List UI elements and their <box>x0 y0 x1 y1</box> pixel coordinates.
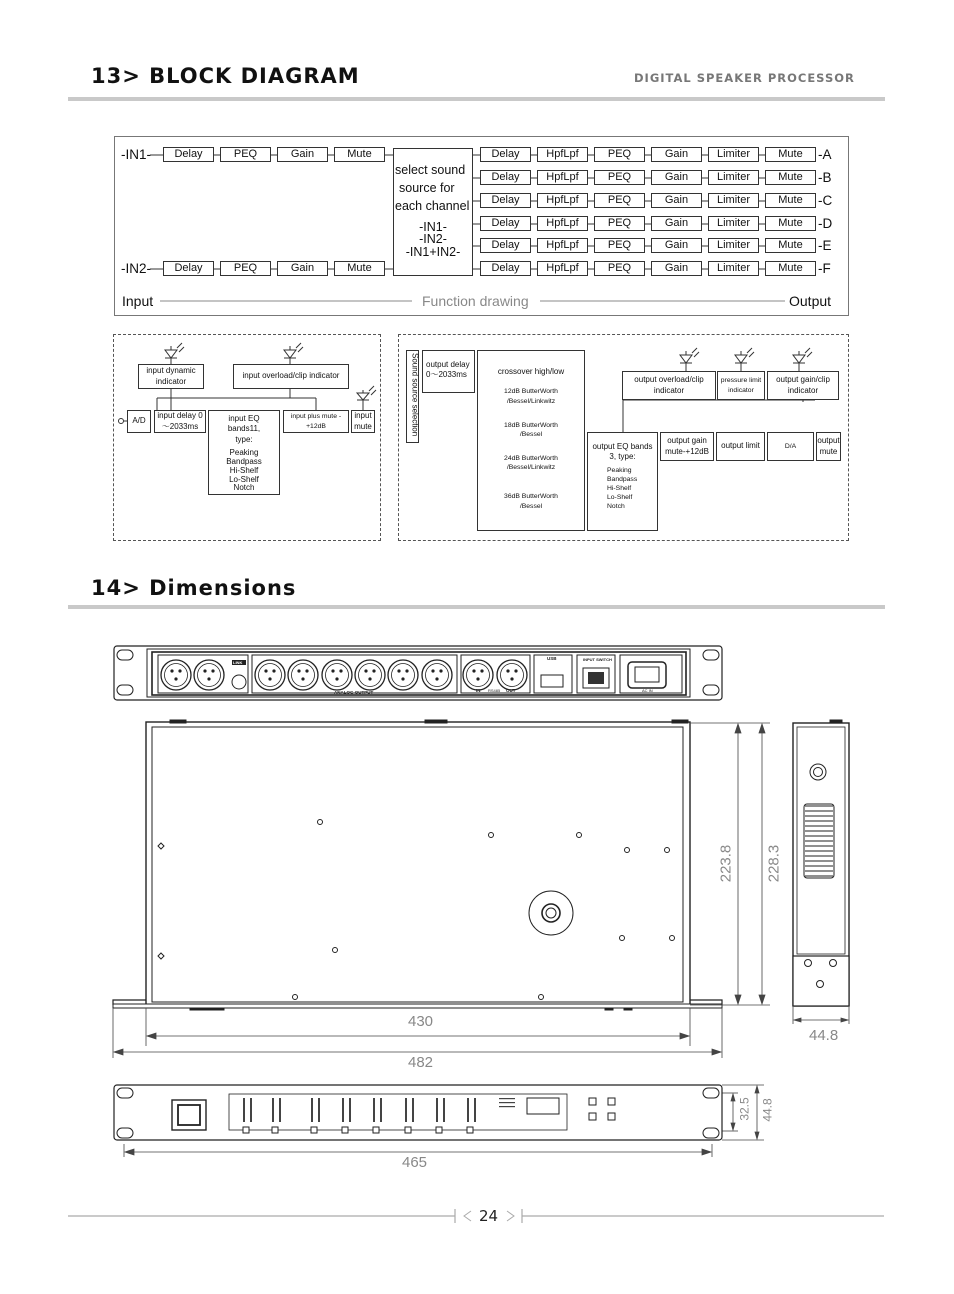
dimension-430: 430 <box>408 1013 434 1030</box>
input-caption: Input <box>122 293 154 309</box>
out-e-gain: Gain <box>651 238 702 253</box>
crossover-option: 18dB ButterWorth /Bessel <box>504 421 558 438</box>
input-delay-block: input delay 0～2033ms <box>154 410 206 433</box>
in2-mute-block: Mute <box>334 261 385 276</box>
out-c-peq: PEQ <box>594 193 645 208</box>
in2-gain-block: Gain <box>277 261 328 276</box>
output-eq-type: Bandpass <box>607 475 638 483</box>
input-eq-type: Notch <box>233 483 255 493</box>
out-b-delay: Delay <box>480 170 531 185</box>
dimension-228-3: 228.3 <box>765 844 783 883</box>
sound-source-label: Sound source selection <box>410 353 420 437</box>
output-eq-block <box>587 432 658 531</box>
output-eq-heading: output EQ bands 3, type: <box>592 442 653 462</box>
out-f-gain: Gain <box>651 261 702 276</box>
out-c-delay: Delay <box>480 193 531 208</box>
document-subtitle: DIGITAL SPEAKER PROCESSOR <box>634 71 855 85</box>
input-eq-heading: input EQ bands11, type: <box>227 414 261 444</box>
output-delay-block: output delay 0～2033ms <box>422 350 475 393</box>
rear-label-analog-output: ANALOG OUTPUT <box>334 690 374 695</box>
in1-gain-block: Gain <box>277 147 328 162</box>
section-title-dimensions: 14> Dimensions <box>91 576 297 600</box>
rear-label-usb: USB <box>547 656 557 661</box>
out-d-gain: Gain <box>651 216 702 231</box>
out-b-mute: Mute <box>765 170 816 185</box>
dimension-482: 482 <box>408 1054 434 1071</box>
out-b-peq: PEQ <box>594 170 645 185</box>
out-b-limiter: Limiter <box>708 170 759 185</box>
sound-source-selection <box>406 350 419 443</box>
dimension-465: 465 <box>402 1154 428 1171</box>
out-e-mute: Mute <box>765 238 816 253</box>
out-f-mute: Mute <box>765 261 816 276</box>
output-c-label: -C <box>818 193 833 208</box>
rear-label-rs485: RS485 <box>488 688 501 693</box>
input-eq-type: Peaking <box>229 448 259 458</box>
output-clip-indicator: output overload/clip indicator <box>622 371 716 400</box>
dimensions-rule <box>68 605 885 609</box>
out-e-limiter: Limiter <box>708 238 759 253</box>
rear-label-out: OUT <box>506 688 516 693</box>
route-line-2: -IN2- <box>419 232 447 246</box>
rear-label-link: LINK <box>233 660 243 665</box>
output-d-label: -D <box>818 216 833 231</box>
rear-label-power: AC IN <box>642 688 653 693</box>
dimension-drawing <box>0 630 954 1190</box>
input-mute-block: input mute <box>351 410 375 433</box>
in2-peq-block: PEQ <box>220 261 271 276</box>
input-2-label: -IN2- <box>121 261 151 276</box>
dimension-44-8-side: 44.8 <box>809 1027 839 1044</box>
out-a-limiter: Limiter <box>708 147 759 162</box>
crossover-title: crossover high/low <box>497 367 565 376</box>
dimension-44-8-front: 44.8 <box>760 1098 775 1122</box>
out-a-peq: PEQ <box>594 147 645 162</box>
output-gain-block: output gain mute-+12dB <box>660 432 714 461</box>
select-line-2: source for <box>399 181 455 195</box>
out-c-mute: Mute <box>765 193 816 208</box>
output-b-label: -B <box>818 170 832 185</box>
crossover-option: 12dB ButterWorth /Bessel/Linkwitz <box>504 388 558 405</box>
route-line-3: -IN1+IN2- <box>405 245 461 259</box>
input-clip-indicator: input overload/clip indicator <box>233 364 349 389</box>
dimension-32-5: 32.5 <box>737 1097 752 1121</box>
out-a-gain: Gain <box>651 147 702 162</box>
crossover-option: 36dB ButterWorth /Bessel <box>504 493 558 510</box>
function-drawing-caption: Function drawing <box>422 293 529 309</box>
in2-delay-block: Delay <box>163 261 214 276</box>
out-d-peq: PEQ <box>594 216 645 231</box>
out-e-hpflpf: HpfLpf <box>537 238 588 253</box>
pressure-limit-indicator: pressure limit indicator <box>717 371 765 400</box>
output-f-label: -F <box>818 261 831 276</box>
out-f-peq: PEQ <box>594 261 645 276</box>
output-caption: Output <box>789 293 832 309</box>
front-panel-view <box>114 1085 722 1140</box>
input-eq-block <box>208 410 280 495</box>
output-mute-block: output mute <box>816 432 841 461</box>
out-a-hpflpf: HpfLpf <box>537 147 588 162</box>
out-d-delay: Delay <box>480 216 531 231</box>
input-plus-mute-block: input plus mute -+12dB <box>283 410 349 433</box>
page-number: 24 <box>479 1207 499 1225</box>
rear-label-input-switch: INPUT SWITCH <box>583 657 612 662</box>
input-1-label: -IN1- <box>121 147 151 162</box>
input-eq-type: Hi-Shelf <box>229 465 259 475</box>
out-b-hpflpf: HpfLpf <box>537 170 588 185</box>
out-d-mute: Mute <box>765 216 816 231</box>
route-line-1: -IN1- <box>419 220 447 234</box>
section-title-block-diagram: 13> BLOCK DIAGRAM <box>91 64 360 88</box>
input-eq-type: Bandpass <box>226 456 262 466</box>
out-f-hpflpf: HpfLpf <box>537 261 588 276</box>
select-line-3: each channel <box>395 199 470 213</box>
crossover-option: 24dB ButterWorth /Bessel/Linkwitz <box>504 455 558 472</box>
input-dynamic-indicator: input dynamic indicator <box>138 364 204 389</box>
output-gain-clip-indicator: output gain/clip indicator <box>767 371 839 400</box>
input-eq-type: Lo-Shelf <box>229 474 259 484</box>
ad-converter: A/D <box>127 410 151 433</box>
out-a-delay: Delay <box>480 147 531 162</box>
out-f-limiter: Limiter <box>708 261 759 276</box>
in1-mute-block: Mute <box>334 147 385 162</box>
out-e-delay: Delay <box>480 238 531 253</box>
output-eq-type: Notch <box>607 503 625 511</box>
dimension-223-8: 223.8 <box>717 844 735 883</box>
output-eq-type: Hi-Shelf <box>607 485 632 493</box>
out-f-delay: Delay <box>480 261 531 276</box>
side-view <box>793 720 849 1006</box>
out-d-limiter: Limiter <box>708 216 759 231</box>
out-d-hpflpf: HpfLpf <box>537 216 588 231</box>
rear-label-in: IN <box>476 688 481 693</box>
output-eq-type: Lo-Shelf <box>607 494 633 502</box>
top-view <box>113 720 722 1010</box>
out-c-hpflpf: HpfLpf <box>537 193 588 208</box>
output-eq-type: Peaking <box>607 466 632 474</box>
rear-panel-view <box>114 646 722 700</box>
out-a-mute: Mute <box>765 147 816 162</box>
footer-rule <box>0 1206 954 1226</box>
out-c-gain: Gain <box>651 193 702 208</box>
select-line-1: select sound <box>395 163 466 177</box>
out-c-limiter: Limiter <box>708 193 759 208</box>
out-e-peq: PEQ <box>594 238 645 253</box>
output-e-label: -E <box>818 238 832 253</box>
crossover-block <box>477 350 585 531</box>
in1-peq-block: PEQ <box>220 147 271 162</box>
da-converter: D/A <box>767 432 814 461</box>
in1-delay-block: Delay <box>163 147 214 162</box>
out-b-gain: Gain <box>651 170 702 185</box>
output-a-label: -A <box>818 147 832 162</box>
output-limit-block: output limit <box>716 432 765 461</box>
